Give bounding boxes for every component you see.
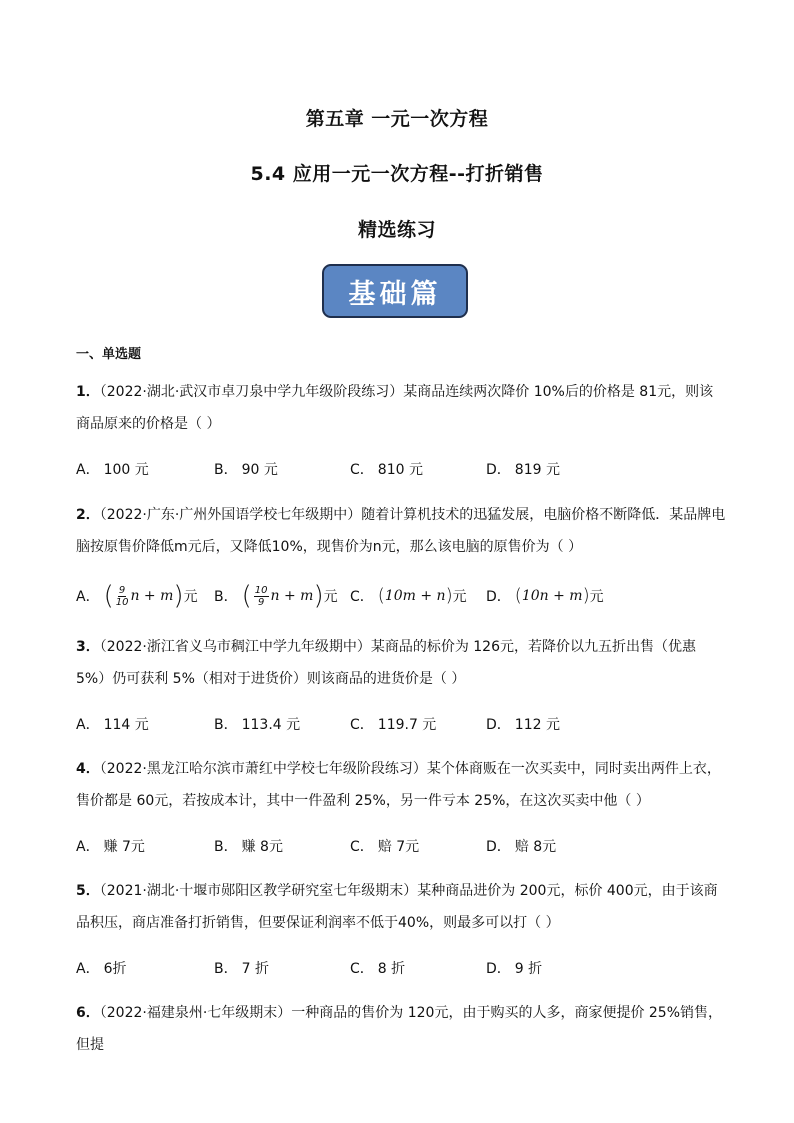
option-a[interactable]: A． 114 元 [76,717,149,733]
question-4 [76,753,726,817]
option-a[interactable]: A． 赚 7元 [76,839,145,855]
question-2 [76,499,726,563]
option-b[interactable]: B． 113.4 元 [214,717,301,733]
option-a[interactable]: A． ( $\frac{9}{10}$ n + m ) 元 [76,581,198,611]
option-c[interactable]: C． 8 折 [350,961,406,977]
question-number: 6． [76,1005,100,1021]
question-text: （2022·黑龙江哈尔滨市萧红中学校七年级阶段练习）某个体商贩在一次买卖中，同时卖出两件上衣，售价都是 60元，若按成本计，其中一件盈利 25%，另一件亏本 25%，在这次买卖中他（ ） [76,761,721,809]
question-text: （2022·湖北·武汉市卓刀泉中学九年级阶段练习）某商品连续两次降价 10%后的价格是 81元，则该商品原来的价格是（ ） [76,384,714,432]
option-b[interactable]: B． 7 折 [214,961,269,977]
option-b[interactable]: B． 赚 8元 [214,839,283,855]
subtitle: 精选练习 [357,219,436,241]
option-a[interactable]: A． 100 元 [76,462,149,478]
option-b[interactable]: B． ( $\frac{10}{9}$ n + m ) 元 [214,581,338,611]
option-d[interactable]: D． 9 折 [486,961,543,977]
question-text: （2022·浙江省义乌市稠江中学九年级期中）某商品的标价为 126元，若降价以九五折出售（优惠 5%）仍可获利 5%（相对于进货价）则该商品的进货价是（ ） [76,639,696,687]
question-text: （2021·湖北·十堰市郧阳区教学研究室七年级期末）某种商品进价为 200元，标价 400元，由于该商品积压，商店准备打折销售，但要保证利润率不低于40%，则最多可以打（ ） [76,883,718,931]
question-number: 4． [76,761,100,777]
question-3 [76,631,726,695]
chapter-title: 第五章 一元一次方程 [305,108,489,130]
fraction: $\frac{9}{10}$ [115,584,129,608]
options-3 [76,709,726,739]
option-b[interactable]: B． 90 元 [214,462,278,478]
option-a[interactable]: A． 6折 [76,961,127,977]
section-heading: 一、单选题 [76,347,142,362]
question-number: 3． [76,639,100,655]
question-number: 5． [76,883,100,899]
question-text: （2022·广东·广州外国语学校七年级期中）随着计算机技术的迅猛发展，电脑价格不断降低．某品牌电脑按原售价降低m元后，又降低10%，现售价为n元，那么该电脑的原售价为（ ） [76,507,726,555]
question-6 [76,997,726,1061]
level-badge: 基础篇 [322,264,468,318]
option-d[interactable]: D． ( 10n + m ) 元 [486,585,604,606]
options-1 [76,454,726,484]
option-d[interactable]: D． 112 元 [486,717,560,733]
fraction: $\frac{10}{9}$ [254,584,268,608]
options-4 [76,831,726,861]
question-number: 2． [76,507,100,523]
options-2 [76,581,726,611]
question-5 [76,875,726,939]
question-number: 1． [76,384,100,400]
option-c[interactable]: C． 810 元 [350,462,423,478]
option-c[interactable]: C． 赔 7元 [350,839,420,855]
option-d[interactable]: D． 赔 8元 [486,839,557,855]
options-5 [76,953,726,983]
option-c[interactable]: C． 119.7 元 [350,717,437,733]
lesson-title: 5.4 应用一元一次方程--打折销售 [250,163,544,185]
question-1 [76,376,726,440]
question-text: （2022·福建泉州·七年级期末）一种商品的售价为 120元，由于购买的人多，商家便提价 25%销售，但提 [76,1005,723,1053]
option-c[interactable]: C． ( 10m + n ) 元 [350,585,467,606]
option-d[interactable]: D． 819 元 [486,462,560,478]
